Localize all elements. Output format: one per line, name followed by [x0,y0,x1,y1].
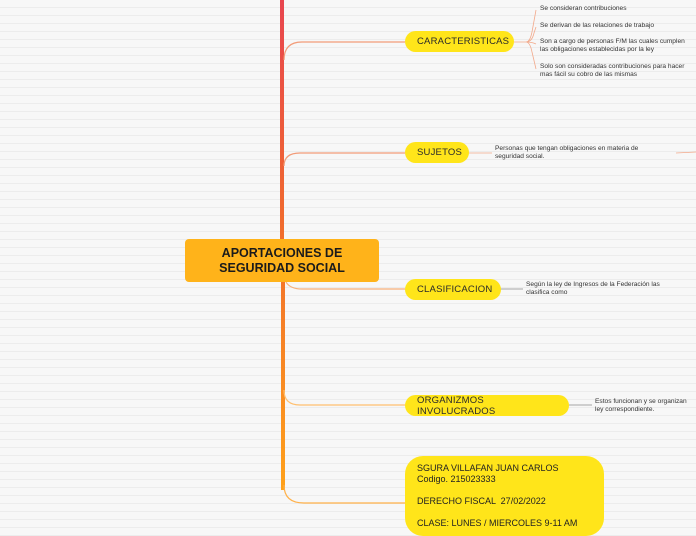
topic-sujetos[interactable]: SUJETOS [405,142,469,163]
leaf-caracteristicas-3[interactable]: Son a cargo de personas F/M las cuales cumplen las obligaciones establecidas por la ley [540,38,685,54]
leaf-sujetos[interactable]: Personas que tengan obligaciones en materia de seguridad social. [495,145,639,161]
branch-caracteristicas [284,42,405,60]
leaf-organizmos[interactable]: Estos funcionan y se organizan ley correspondiente. [595,398,687,414]
central-topic[interactable]: APORTACIONES DE SEGURIDAD SOCIAL [185,239,379,282]
topic-clasificacion[interactable]: CLASIFICACION [405,279,501,300]
info-card-line-schedule: CLASE: LUNES / MIERCOLES 9-11 AM [417,518,578,528]
topic-caracteristicas[interactable]: CARACTERISTICAS [405,31,514,52]
leaf-link-sujetos-ext [676,152,696,153]
branch-clasificacion [286,282,405,289]
info-card-line-code: Codigo. 215023333 [417,474,496,484]
topic-organizmos-involucrados[interactable]: ORGANIZMOS INVOLUCRADOS [405,395,569,416]
info-card-line-blank [417,485,592,496]
leaf-caracteristicas-1[interactable]: Se consideran contribuciones [540,5,627,12]
info-card-line-blank-2 [417,507,592,518]
branch-sujetos [284,153,405,166]
leaf-caracteristicas-2[interactable]: Se derivan de las relaciones de trabajo [540,22,654,29]
info-card[interactable] [405,456,604,536]
branch-info [284,485,405,503]
leaf-caracteristicas-4[interactable]: Solo son consideradas contribuciones para hacer mas fácil su cobro de las mismas [540,63,685,79]
info-card-line-course: DERECHO FISCAL 27/02/2022 [417,496,546,506]
leaf-links-caracteristicas [514,10,536,69]
info-card-line-author: SGURA VILLAFAN JUAN CARLOS [417,463,559,473]
branch-organizmos [284,390,405,405]
leaf-clasificacion[interactable]: Según la ley de Ingresos de la Federación las clasifica como [526,281,660,297]
